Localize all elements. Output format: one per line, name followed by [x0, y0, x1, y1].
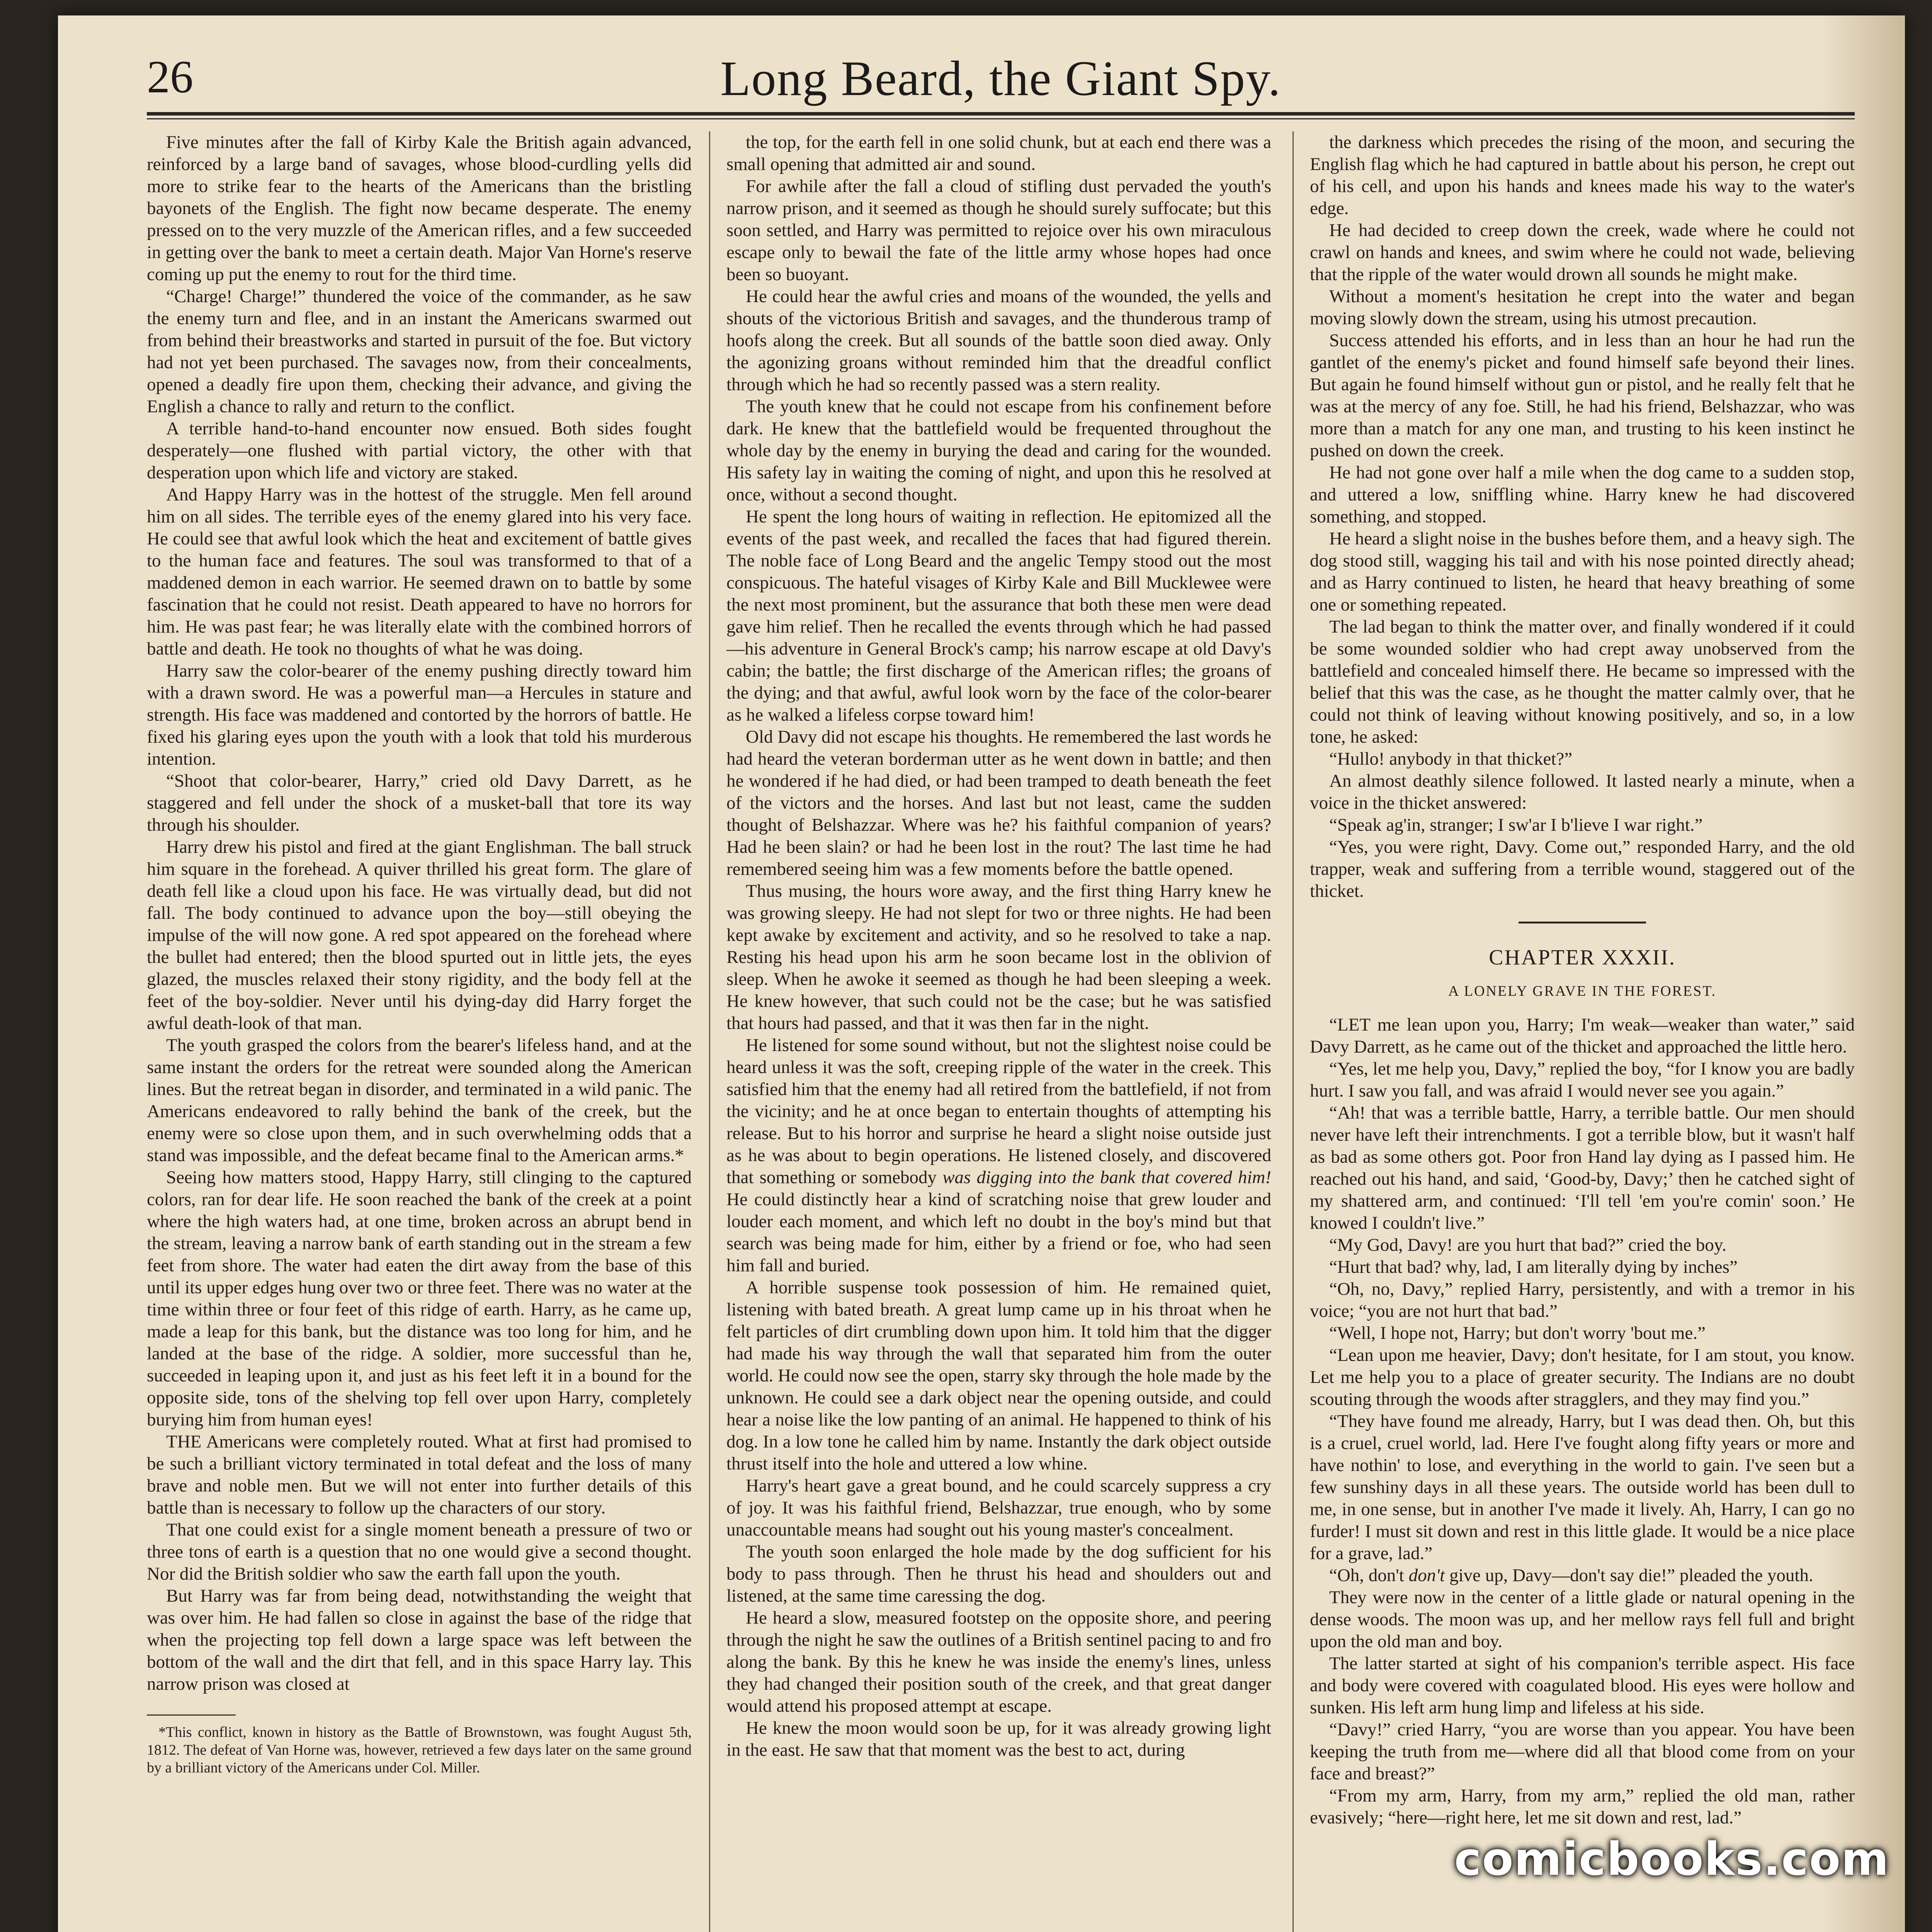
- paragraph: “Oh, no, Davy,” replied Harry, persistently, and with a tremor in his voice; “you are not hurt that bad.”: [1310, 1279, 1855, 1321]
- text-columns: [147, 131, 1855, 1932]
- paragraph: “My God, Davy! are you hurt that bad?” cried the boy.: [1329, 1235, 1726, 1255]
- paragraph: “Yes, let me help you, Davy,” replied the boy, “for I know you are badly hurt. I saw you fall, and was afraid I would never see you again.”: [1310, 1059, 1855, 1101]
- paragraph: The lad began to think the matter over, and finally wondered if it could be some wounded soldier who had crept away unobserved from the battlefield and concealed himself there. He became so impressed with the belief that this was the case, as he thought the matter calmly over, that he could not think of leaving without knowing positively, and so, in a low tone, he asked:: [1310, 617, 1855, 747]
- paragraph: The youth knew that he could not escape from his confinement before dark. He knew that the battlefield would be frequented throughout the whole day by the enemy in burying the dead and caring for the wounded. His safety lay in waiting the coming of night, and upon this he resolved at once, without a second thought.: [726, 396, 1271, 505]
- paragraph: For awhile after the fall a cloud of stifling dust pervaded the youth's narrow prison, and it seemed as though he should surely suffocate; but this soon settled, and Harry was permitted to rejoice over his own miraculous escape only to bewail the fate of the little army whose hopes had once been so buoyant.: [726, 176, 1271, 284]
- column-divider: [1293, 131, 1294, 1932]
- paragraph: He spent the long hours of waiting in reflection. He epitomized all the events of the past week, and recalled the faces that had figured therein. The noble face of Long Beard and the angelic Tempy stood out the most conspicuous. The hateful visages of Kirby Kale and Bill Mucklewee were the next most prominent, but the assurance that both these men were dead gave him relief. Then he recalled the events through which he had passed—his adventure in General Brock's camp; his narrow escape at old Davy's cabin; the battle; the first discharge of the American rifles; the groans of the dying; and that awful, awful look worn by the face of the color-bearer as he walked a lifeless corpse toward him!: [726, 507, 1271, 725]
- paragraph: “Charge! Charge!” thundered the voice of the commander, as he saw the enemy turn and flee, and in an instant the Americans swarmed out from behind their breastworks and started in pursuit of the foe. But victory had not yet been purchased. The savages now, from their concealments, opened a deadly fire upon them, checking their advance, and giving the English a chance to rally and return to the conflict.: [147, 286, 692, 417]
- paragraph: “Well, I hope not, Harry; but don't worry 'bout me.”: [1329, 1323, 1706, 1343]
- paragraph: Harry drew his pistol and fired at the giant Englishman. The ball struck him square in the forehead. A quiver thrilled his great form. The glare of death fell like a cloud upon his face. He was virtually dead, but did not fall. The body continued to advance upon the boy—still obeying the impulse of the will now gone. A red spot appeared on the forehead where the bullet had entered; then the blood spurted out in little jets, the eyes glazed, the muscles relaxed their stony rigidity, and the body fell at the feet of the boy-soldier. Never until his dying-day did Harry forget the awful death-look of that man.: [147, 837, 692, 1033]
- header-rule-thin: [147, 118, 1855, 119]
- footnote: *This conflict, known in history as the Battle of Brownstown, was fought August 5th, 1812. The defeat of Van Horne was, however, retrieved a few days later on the same ground by a brilliant victory of the Americans under Col. Miller.: [147, 1724, 692, 1776]
- column-3: [1310, 131, 1855, 1932]
- paragraph: [1310, 1565, 1855, 1587]
- column-divider: [709, 131, 710, 1932]
- page-number: 26: [147, 51, 193, 102]
- paragraph: That one could exist for a single moment beneath a pressure of two or three tons of earth is a question that no one would give a second thought. Nor did the British soldier who saw the earth fall upon the youth.: [147, 1520, 692, 1584]
- paragraph: “Ah! that was a terrible battle, Harry, a terrible battle. Our men should never have left their intrenchments. I got a terrible blow, but it wasn't half as bad as some others got. Poor fron Hand lay dying as I passed him. He reached out his hand, and said, ‘Good-by, Davy;’ then he catched sight of my shattered arm, and continued: ‘I'll tell 'em you're comin' soon.’ He knowed I couldn't live.”: [1310, 1103, 1855, 1233]
- chapter-heading: CHAPTER XXXII.: [1489, 946, 1676, 969]
- paragraph: Seeing how matters stood, Happy Harry, still clinging to the captured colors, ran for dear life. He soon reached the bank of the creek at a point where the high waters had, at one time, broken across an abrupt bend in the stream, leaving a narrow bank of earth standing out in the stream a few feet from shore. The water had eaten the dirt away from the base of this until its upper edges hung over two or three feet. There was no water at the time within three or four feet of this ridge of earth. Harry, as he came up, made a leap for this bank, but the distance was too long for him, and he landed at the base of the ridge. A soldier, more successful than he, succeeded in leaping upon it, and just as his feet left it in a bound for the opposite side, tons of the shelving top fell over upon Harry, completely burying him from human eyes!: [147, 1167, 692, 1430]
- paragraph: “Davy!” cried Harry, “you are worse than you appear. You have been keeping the truth from me—where did all that blood come from on your face and breast?”: [1310, 1719, 1855, 1784]
- paragraph: Success attended his efforts, and in less than an hour he had run the gantlet of the enemy's picket and found himself safe beyond their lines. But again he found himself without gun or pistol, and he really felt that he was at the mercy of any foe. Still, he had his friend, Belshazzar, who was more than a match for any one man, and trusting to his keen instinct he pushed on down the creek.: [1310, 330, 1855, 461]
- text-run: He listened for some sound without, but not the slightest noise could be heard unless it was the soft, creeping ripple of the water in the creek. This satisfied him that the enemy had all retired from the battlefield, if not from the vicinity; and he at once began to entertain thoughts of attempting his release. But to his horror and surprise he heard a slight noise outside just as he was about to begin operations. He listened closely, and discovered that something or somebody: [726, 1035, 1271, 1187]
- paragraph: He had decided to creep down the creek, wade where he could not crawl on hands and knees, and swim where he could not wade, believing that the ripple of the water would drown all sounds he might make.: [1310, 220, 1855, 284]
- paragraph: the top, for the earth fell in one solid chunk, but at each end there was a small opening that admitted air and sound.: [726, 132, 1271, 174]
- paragraph: the darkness which precedes the rising of the moon, and securing the English flag which he had captured in battle about his person, he crept out of his cell, and upon his hands and knees made his way to the water's edge.: [1310, 132, 1855, 218]
- header-rule-thick: [147, 112, 1855, 116]
- paragraph: Without a moment's hesitation he crept into the water and began moving slowly down the stream, using his utmost precaution.: [1310, 286, 1855, 328]
- watermark: comicbooks.com: [1454, 1832, 1889, 1886]
- paragraph: The youth soon enlarged the hole made by the dog sufficient for his body to pass through. Then he thrust his head and shoulders out and listened, at the same time caressing the dog.: [726, 1542, 1271, 1606]
- paragraph: He had not gone over half a mile when the dog came to a sudden stop, and uttered a low, sniffling whine. Harry knew he had discovered something, and stopped.: [1310, 463, 1855, 527]
- paragraph: “Speak ag'in, stranger; I sw'ar I b'lieve I war right.”: [1329, 815, 1703, 835]
- page-header: [147, 46, 1855, 112]
- paragraph: He heard a slight noise in the bushes before them, and a heavy sigh. The dog stood still, wagging his tail and with his nose pointed directly ahead; and as Harry continued to listen, he heard that heavy breathing of some one or something repeated.: [1310, 529, 1855, 615]
- paragraph: And Happy Harry was in the hottest of the struggle. Men fell around him on all sides. The terrible eyes of the enemy glared into his very face. He could see that awful look which the heat and excitement of battle gives to the human face and features. The soul was transformed to that of a maddened demon in each warrior. He seemed drawn on to battle by some fascination that he could not resist. Death appeared to have no horrors for him. He was past fear; he was literally elate with the combined horrors of battle and death. He took no thoughts of what he was doing.: [147, 485, 692, 659]
- paragraph: “From my arm, Harry, from my arm,” replied the old man, rather evasively; “here—right here, let me sit down and rest, lad.”: [1310, 1786, 1855, 1828]
- section-divider: [1519, 922, 1646, 923]
- paragraph: “They have found me already, Harry, but I was dead then. Oh, but this is a cruel, cruel world, lad. Here I've fought along fifty years or more and have nothin' to lose, and everything in the world to gain. I've seen but a few sunshiny days in all these years. The outside world has been dull to me, in one sense, but in another I've made it lively. Ah, Harry, I can go no furder! I must sit down and rest in this little glade. It would be a nice place for a grave, lad.”: [1310, 1411, 1855, 1563]
- paragraph: Five minutes after the fall of Kirby Kale the British again advanced, reinforced by a large band of savages, whose blood-curdling yells did more to strike fear to the hearts of the Americans than the bristling bayonets of the English. The fight now became desperate. The enemy pressed on to the very muzzle of the American rifles, and a few succeeded in getting over the bank to meet a certain death. Major Van Horne's reserve coming up put the enemy to rout for the third time.: [147, 132, 692, 284]
- newspaper-page: [58, 15, 1905, 1932]
- paragraph: Old Davy did not escape his thoughts. He remembered the last words he had heard the veteran borderman utter as he went down in battle; and then he wondered if he had died, or had been tramped to death beneath the feet of the victors and the horses. And last but not least, came the sudden thought of Belshazzar. Where was he? his faithful companion of years? Had he been slain? or had he been lost in the rout? The last time he had remembered seeing him was a few moments before the battle opened.: [726, 727, 1271, 879]
- paragraph: “Hullo! anybody in that thicket?”: [1329, 749, 1573, 769]
- chapter-subtitle: A LONELY GRAVE IN THE FOREST.: [1448, 983, 1717, 999]
- paragraph: THE Americans were completely routed. What at first had promised to be such a brilliant victory terminated in total defeat and the loss of many brave and noble men. But we will not enter into further details of this battle than is necessary to follow up the characters of our story.: [147, 1432, 692, 1518]
- italic-text: don't: [1408, 1565, 1445, 1585]
- paragraph: He heard a slow, measured footstep on the opposite shore, and peering through the night he saw the outlines of a British sentinel pacing to and fro along the bank. By this he knew he was inside the enemy's lines, unless they had changed their position south of the creek, and that great danger would attend his proposed attempt at escape.: [726, 1608, 1271, 1716]
- paragraph: Harry saw the color-bearer of the enemy pushing directly toward him with a drawn sword. He was a powerful man—a Hercules in stature and strength. His face was maddened and contorted by the horrors of battle. He fixed his glaring eyes upon the youth with a look that told his murderous intention.: [147, 661, 692, 769]
- paragraph: But Harry was far from being dead, notwithstanding the weight that was over him. He had fallen so close in against the base of the ridge that when the projecting top fell down a large space was left between the bottom of the wall and the dirt that fell, and in this space Harry lay. This narrow prison was closed at: [147, 1586, 692, 1694]
- paragraph: A terrible hand-to-hand encounter now ensued. Both sides fought desperately—one flushed with partial victory, the other with that desperation upon which life and victory are staked.: [147, 418, 692, 483]
- paragraph: [726, 1034, 1271, 1277]
- paragraph: The youth grasped the colors from the bearer's lifeless hand, and at the same instant the orders for the retreat were sounded along the American lines. But the retreat began in disorder, and terminated in a wild panic. The Americans endeavored to rally behind the bank of the creek, but the enemy were so close upon them, and in such overwhelming odds that a stand was impossible, and the defeat became final to the American arms.*: [147, 1035, 692, 1165]
- paragraph: “Yes, you were right, Davy. Come out,” responded Harry, and the old trapper, weak and suffering from a terrible wound, staggered out of the thicket.: [1310, 837, 1855, 901]
- paragraph: “Shoot that color-bearer, Harry,” cried old Davy Darrett, as he staggered and fell under the shock of a musket-ball that tore its way through his shoulder.: [147, 771, 692, 835]
- paragraph: A horrible suspense took possession of him. He remained quiet, listening with bated breath. A great lump came up in his throat when he felt particles of dirt crumbling down upon him. It told him that the digger had made his way through the wall that separated him from the outer world. He could now see the open, starry sky through the hole made by the unknown. He could see a dark object near the opening outside, and could hear a noise like the low panting of an animal. He happened to think of his dog. In a low tone he called him by name. Instantly the dark object outside thrust itself into the hole and uttered a low whine.: [726, 1277, 1271, 1474]
- footnote-rule: [147, 1714, 236, 1716]
- paragraph: They were now in the center of a little glade or natural opening in the dense woods. The moon was up, and her mellow rays fell full and bright upon the old man and boy.: [1310, 1587, 1855, 1651]
- italic-text: was digging into the bank that covered him!: [942, 1167, 1271, 1187]
- paragraph: “LET me lean upon you, Harry; I'm weak—weaker than water,” said Davy Darrett, as he came out of the thicket and approached the little hero.: [1310, 1015, 1855, 1057]
- text-run: He could distinctly hear a kind of scratching noise that grew louder and louder each moment, and which left no doubt in the boy's mind but that search was being made for him, either by a friend or foe, who had seen him fall and buried.: [726, 1189, 1271, 1276]
- paragraph: The latter started at sight of his companion's terrible aspect. His face and body were covered with coagulated blood. His eyes were hollow and sunken. His left arm hung limp and lifeless at his side.: [1310, 1653, 1855, 1718]
- paragraph: He could hear the awful cries and moans of the wounded, the yells and shouts of the victorious British and savages, and the thunderous tramp of hoofs along the creek. But all sounds of the battle soon died away. Only the agonizing groans without reminded him that the dreadful conflict through which he had so recently passed was a stern reality.: [726, 286, 1271, 395]
- column-1: [147, 131, 692, 1932]
- paragraph: An almost deathly silence followed. It lasted nearly a minute, when a voice in the thicket answered:: [1310, 771, 1855, 813]
- paragraph: “Hurt that bad? why, lad, I am literally dying by inches”: [1329, 1257, 1738, 1277]
- page-title: Long Beard, the Giant Spy.: [720, 51, 1281, 106]
- paragraph: “Lean upon me heavier, Davy; don't hesitate, for I am stout, you know. Let me help you to a place of greater security. The Indians are no doubt scouting through the woods after stragglers, and they may find you.”: [1310, 1345, 1855, 1409]
- text-run: “Oh, don't: [1329, 1565, 1409, 1585]
- paragraph: Harry's heart gave a great bound, and he could scarcely suppress a cry of joy. It was his faithful friend, Belshazzar, true enough, who by some unaccountable means had sought out his young master's concealment.: [726, 1476, 1271, 1540]
- paragraph: Thus musing, the hours wore away, and the first thing Harry knew he was growing sleepy. He had not slept for two or three nights. He had been kept awake by excitement and activity, and so he resolved to take a nap. Resting his head upon his arm he soon became lost in the oblivion of sleep. When he awoke it seemed as though he had been sleeping a week. He knew however, that such could not be the case; but he was satisfied that hours had passed, and that it was then far in the night.: [726, 881, 1271, 1033]
- paragraph: He knew the moon would soon be up, for it was already growing light in the east. He saw that that moment was the best to act, during: [726, 1718, 1271, 1760]
- text-run: give up, Davy—don't say die!” pleaded the youth.: [1445, 1565, 1813, 1585]
- column-2: [726, 131, 1271, 1932]
